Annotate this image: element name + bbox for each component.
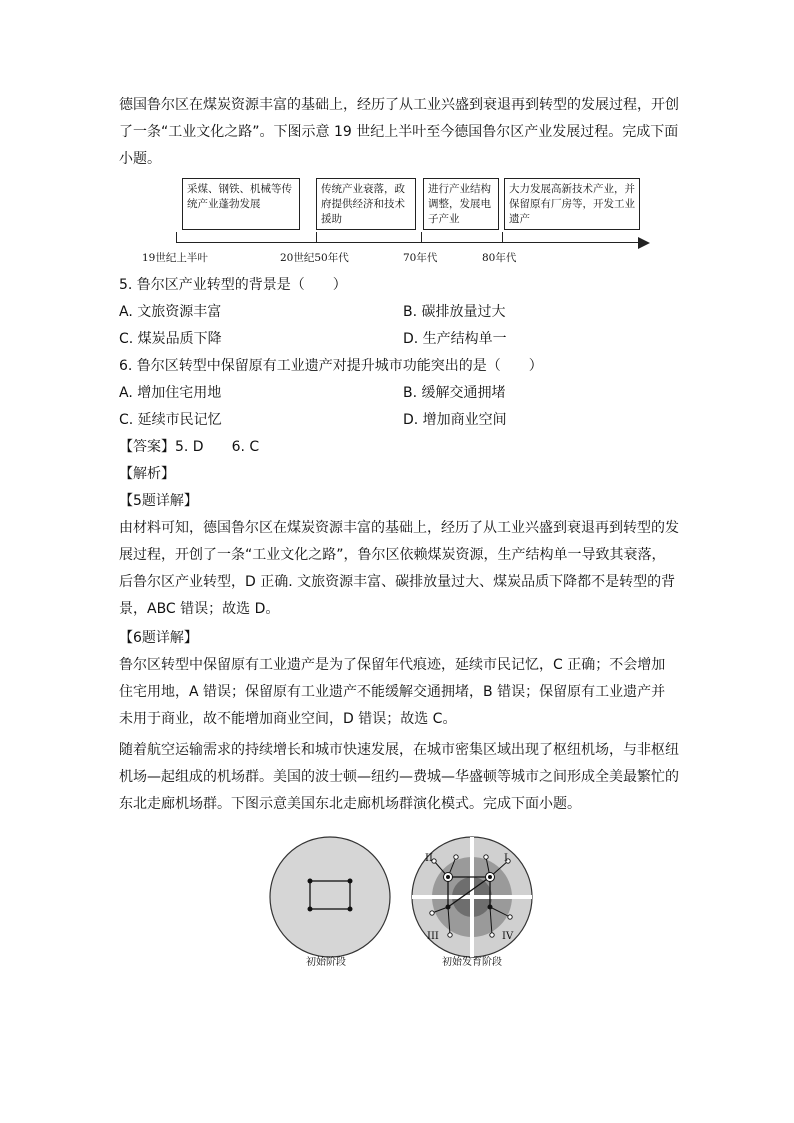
analysis-heading: 【解析】 xyxy=(119,466,175,482)
q6-detail-body: 鲁尔区转型中保留原有工业遗产是为了保留年代痕迹，延续市民记忆，C 正确；不会增加住宅用地，A 错误；保留原有工业遗产不能缓解交通拥堵，B 错误；保留原有工业遗产并未用于商业，故不能增加商业空间，D 错误；故选 C。 xyxy=(119,657,666,727)
quadrant-label: IV xyxy=(502,931,514,942)
quadrant-label: I xyxy=(504,853,508,864)
timeline-tick xyxy=(176,232,177,242)
timeline-tick xyxy=(421,232,422,242)
intro-paragraph-2: 随着航空运输需求的持续增长和城市快速发展，在城市密集区域出现了枢纽机场，与非枢纽机场—起组成的机场群。美国的波士顿—纽约—费城—华盛顿等城市之间形成全美最繁忙的东北走廊机场群。下图示意美国东北走廊机场群演化模式。完成下面小题。 xyxy=(119,742,679,812)
ruhr-timeline-diagram xyxy=(140,176,660,268)
q5-option-c: C. 煤炭品质下降 xyxy=(119,331,222,347)
timeline-label: 19世纪上半叶 xyxy=(142,252,208,264)
q6-option-b: B. 缓解交通拥堵 xyxy=(403,385,506,401)
non-hub-airport-icon xyxy=(448,933,452,937)
quadrant-label: II xyxy=(425,853,433,864)
timeline-arrow-icon xyxy=(638,237,650,249)
timeline-tick xyxy=(502,232,503,242)
caption-initial-stage: 初始阶段 xyxy=(306,957,346,968)
q5-option-a: A. 文旅资源丰富 xyxy=(119,304,222,320)
timeline-label: 20世纪50年代 xyxy=(280,252,349,264)
q6-stem: 6. 鲁尔区转型中保留原有工业遗产对提升城市功能突出的是（ ） xyxy=(119,358,543,374)
non-hub-airport-icon xyxy=(508,915,512,919)
timeline-tick xyxy=(316,232,317,242)
q5-detail-heading: 【5题详解】 xyxy=(119,493,198,509)
q6-detail-heading: 【6题详解】 xyxy=(119,630,198,646)
timeline-axis xyxy=(176,242,644,243)
timeline-label: 80年代 xyxy=(482,252,517,264)
airport-dot xyxy=(446,905,451,910)
q6-option-d: D. 增加商业空间 xyxy=(403,412,507,428)
caption-development-stage: 初始发育阶段 xyxy=(442,957,502,968)
non-hub-airport-icon xyxy=(484,855,488,859)
q6-option-c: C. 延续市民记忆 xyxy=(119,412,222,428)
timeline-label: 70年代 xyxy=(403,252,438,264)
intro-paragraph-1: 德国鲁尔区在煤炭资源丰富的基础上，经历了从工业兴盛到衰退再到转型的发展过程，开创了一条“工业文化之路”。下图示意 19 世纪上半叶至今德国鲁尔区产业发展过程。完成下面小题。 xyxy=(119,97,679,167)
non-hub-airport-icon xyxy=(430,911,434,915)
non-hub-airport-icon xyxy=(454,855,458,859)
timeline-box-3: 进行产业结构调整，发展电子产业 xyxy=(423,178,499,230)
answer-line: 【答案】5. D 6. C xyxy=(119,439,260,455)
initial-stage-diagram xyxy=(268,835,392,959)
quadrant-label: III xyxy=(427,931,439,942)
timeline-box-1: 采煤、钢铁、机械等传统产业蓬勃发展 xyxy=(182,178,300,230)
q5-stem: 5. 鲁尔区产业转型的背景是（ ） xyxy=(119,277,347,293)
airport-dot xyxy=(488,905,493,910)
airport-dot xyxy=(348,907,353,912)
q5-detail-body: 由材料可知，德国鲁尔区在煤炭资源丰富的基础上，经历了从工业兴盛到衰退再到转型的发展过程，开创了一条“工业文化之路”，鲁尔区依赖煤炭资源，生产结构单一导致其衰落，后鲁尔区产业转型，D 正确. 文旅资源丰富、碳排放量过大、煤炭品质下降都不是转型的背景，ABC 错误；故选 D。 xyxy=(119,520,679,617)
timeline-box-4: 大力发展高新技术产业，并保留原有厂房等，开发工业遗产 xyxy=(504,178,640,230)
development-stage-diagram xyxy=(410,835,534,959)
airport-dot xyxy=(348,879,353,884)
region-circle xyxy=(270,837,390,957)
timeline-box-2: 传统产业衰落，政府提供经济和技术援助 xyxy=(316,178,416,230)
airport-dot xyxy=(308,907,313,912)
airport-dot xyxy=(308,879,313,884)
q5-option-b: B. 碳排放量过大 xyxy=(403,304,506,320)
non-hub-airport-icon xyxy=(490,933,494,937)
q5-option-d: D. 生产结构单一 xyxy=(403,331,507,347)
q6-option-a: A. 增加住宅用地 xyxy=(119,385,222,401)
